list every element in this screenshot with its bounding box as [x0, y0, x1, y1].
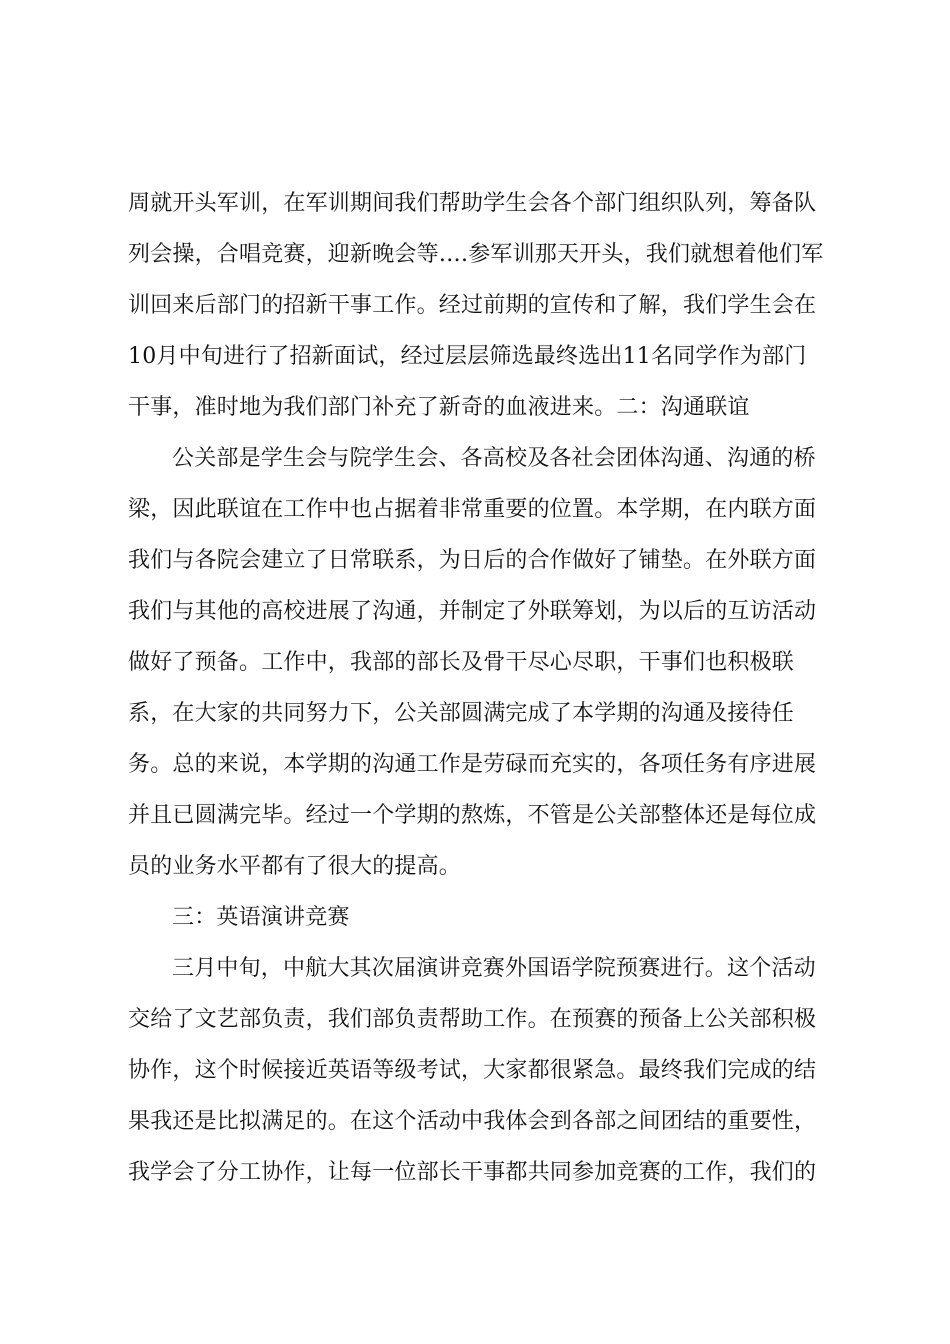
- text-line: 10月中旬进行了招新面试，经过层层筛选最终选出11名同学作为部门: [128, 344, 807, 369]
- text-line: 三月中旬，中航大其次届演讲竞赛外国语学院预赛进行。这个活动: [172, 956, 816, 981]
- text-line: 周就开头军训，在军训期间我们帮助学生会各个部门组织队列，筹备队: [128, 191, 817, 216]
- text-line: 我们与其他的高校进展了沟通，并制定了外联筹划，为以后的互访活动: [128, 599, 817, 624]
- text-line: 列会操，合唱竞赛，迎新晚会等….参军训那天开头，我们就想着他们军: [128, 242, 824, 267]
- section-heading: 三：英语演讲竞赛: [172, 905, 350, 930]
- text-line: 果我还是比拟满足的。在这个活动中我体会到各部之间团结的重要性，: [128, 1109, 817, 1134]
- text-line: 系，在大家的共同努力下，公关部圆满完成了本学期的沟通及接待任: [128, 701, 795, 726]
- text-line: 训回来后部门的招新干事工作。经过前期的宣传和了解，我们学生会在: [128, 293, 817, 318]
- text-line: 并且已圆满完毕。经过一个学期的熬炼，不管是公关部整体还是每位成: [128, 803, 817, 828]
- text-line: 员的业务水平都有了很大的提高。: [128, 854, 462, 879]
- document-body: [128, 178, 836, 1198]
- text-line: 我学会了分工协作，让每一位部长干事都共同参加竞赛的工作，我们的: [128, 1160, 817, 1185]
- text-line: 交给了文艺部负责，我们部负责帮助工作。在预赛的预备上公关部积极: [128, 1007, 817, 1032]
- text-line: 务。总的来说，本学期的沟通工作是劳碌而充实的，各项任务有序进展: [128, 752, 817, 777]
- text-line: 协作，这个时候接近英语等级考试，大家都很紧急。最终我们完成的结: [128, 1058, 817, 1083]
- text-line: 干事，准时地为我们部门补充了新奇的血液进来。二：沟通联谊: [128, 395, 750, 420]
- text-line: 我们与各院会建立了日常联系，为日后的合作做好了铺垫。在外联方面: [128, 548, 817, 573]
- text-line: 做好了预备。工作中，我部的部长及骨干尽心尽职，干事们也积极联: [128, 650, 795, 675]
- text-line: 公关部是学生会与院学生会、各高校及各社会团体沟通、沟通的桥: [172, 446, 816, 471]
- text-line: 梁，因此联谊在工作中也占据着非常重要的位置。本学期，在内联方面: [128, 497, 817, 522]
